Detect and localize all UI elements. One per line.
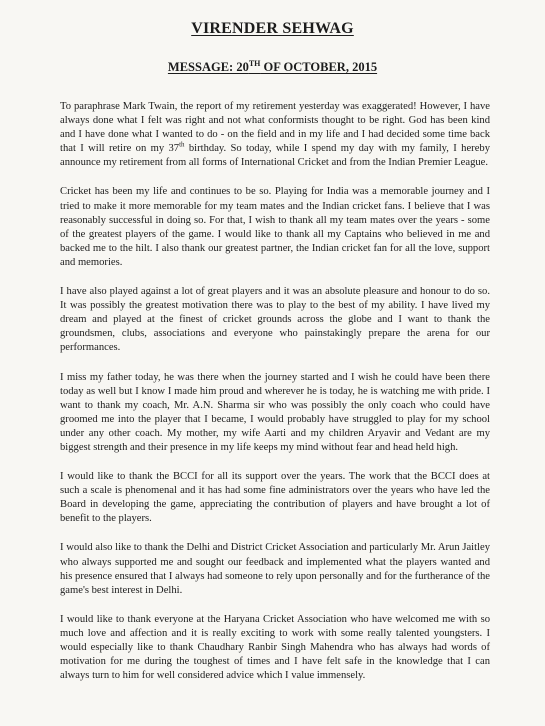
- paragraph-opponents: I have also played against a lot of great players and it was an absolute pleasure and honour to do so. It was possibly the greatest motivation there was to play to the best of my ability. I have lived my dream and played at the finest of cricket grounds across the globe and I want to thank the groundsmen, clubs, associations and everyone who painstakingly prepare the arena for our performances.: [60, 286, 490, 354]
- document-title: VIRENDER SEHWAG: [191, 20, 354, 37]
- paragraph-family: I miss my father today, he was there when the journey started and I wish he could have been there today as well but I know I made him proud and wherever he is today, he is watching me with pride. I want to thank my coach, Mr. A.N. Sharma sir who was possibly the only coach who could have groomed me into the player that I became, I would probably have struggled to play for my school under any other coach. My mother, my wife Aarti and my children Aryavir and Vedant are my biggest strength and their presence in my life keeps my mind without fear and head held high.: [60, 371, 490, 453]
- message-date-suffix: OF OCTOBER, 2015: [260, 60, 378, 74]
- paragraph-haryana: I would like to thank everyone at the Haryana Cricket Association who have welcomed me with so much love and affection and it is really exciting to work with some really talented youngsters. I would especially like to thank Chaudhary Ranbir Singh Mahendra who has always had words of motivation for me during the toughest of times and I have felt safe in the knowledge that I can always turn to him for well considered advice which I value immensely.: [60, 613, 490, 682]
- paragraph-retirement: To paraphrase Mark Twain, the report of my retirement yesterday was exaggerated! However, I have always done what I felt was right and not what conformists thought to be right. God has been kind and I have done what I wanted to do - on the field and in my life and I had decided some time back that I will retire on my 37th birthday. So today, while I spend my day with my family, I hereby announce my retirement from all forms of International Cricket and from the Indian Premier League.: [60, 101, 490, 169]
- message-date-ordinal: TH: [248, 58, 261, 68]
- paragraph-bcci: I would like to thank the BCCI for all its support over the years. The work that the BCCI does at such a scale is phenomenal and it has had some fine administrators over the years who have led the Board in developing the game, appreciating the contribution of players and have brought a lot of benefit to the players.: [60, 471, 490, 525]
- paragraph-team-india: Cricket has been my life and continues to be so. Playing for India was a memorable journey and I tried to make it more memorable for my team mates and the Indian cricket fans. I believe that I was reasonably successful in doing so. For that, I wish to thank all my team mates over the years - some of the greatest players of the game. I would like to thank all my Captains who believed in me and backed me to the hilt. I also thank our greatest partner, the Indian cricket fan for all the love, support and memories.: [60, 186, 490, 268]
- message-date: [0, 60, 545, 75]
- message-date-prefix: MESSAGE: 20: [167, 60, 249, 74]
- message-body: [60, 100, 490, 698]
- paragraph-ddca: I would also like to thank the Delhi and District Cricket Association and particularly Mr. Arun Jaitley who always supported me and sought our feedback and implemented what the players wanted and his presence ensured that I always had someone to rely upon personally and for the furtherance of the game's best interest in Delhi.: [60, 542, 490, 596]
